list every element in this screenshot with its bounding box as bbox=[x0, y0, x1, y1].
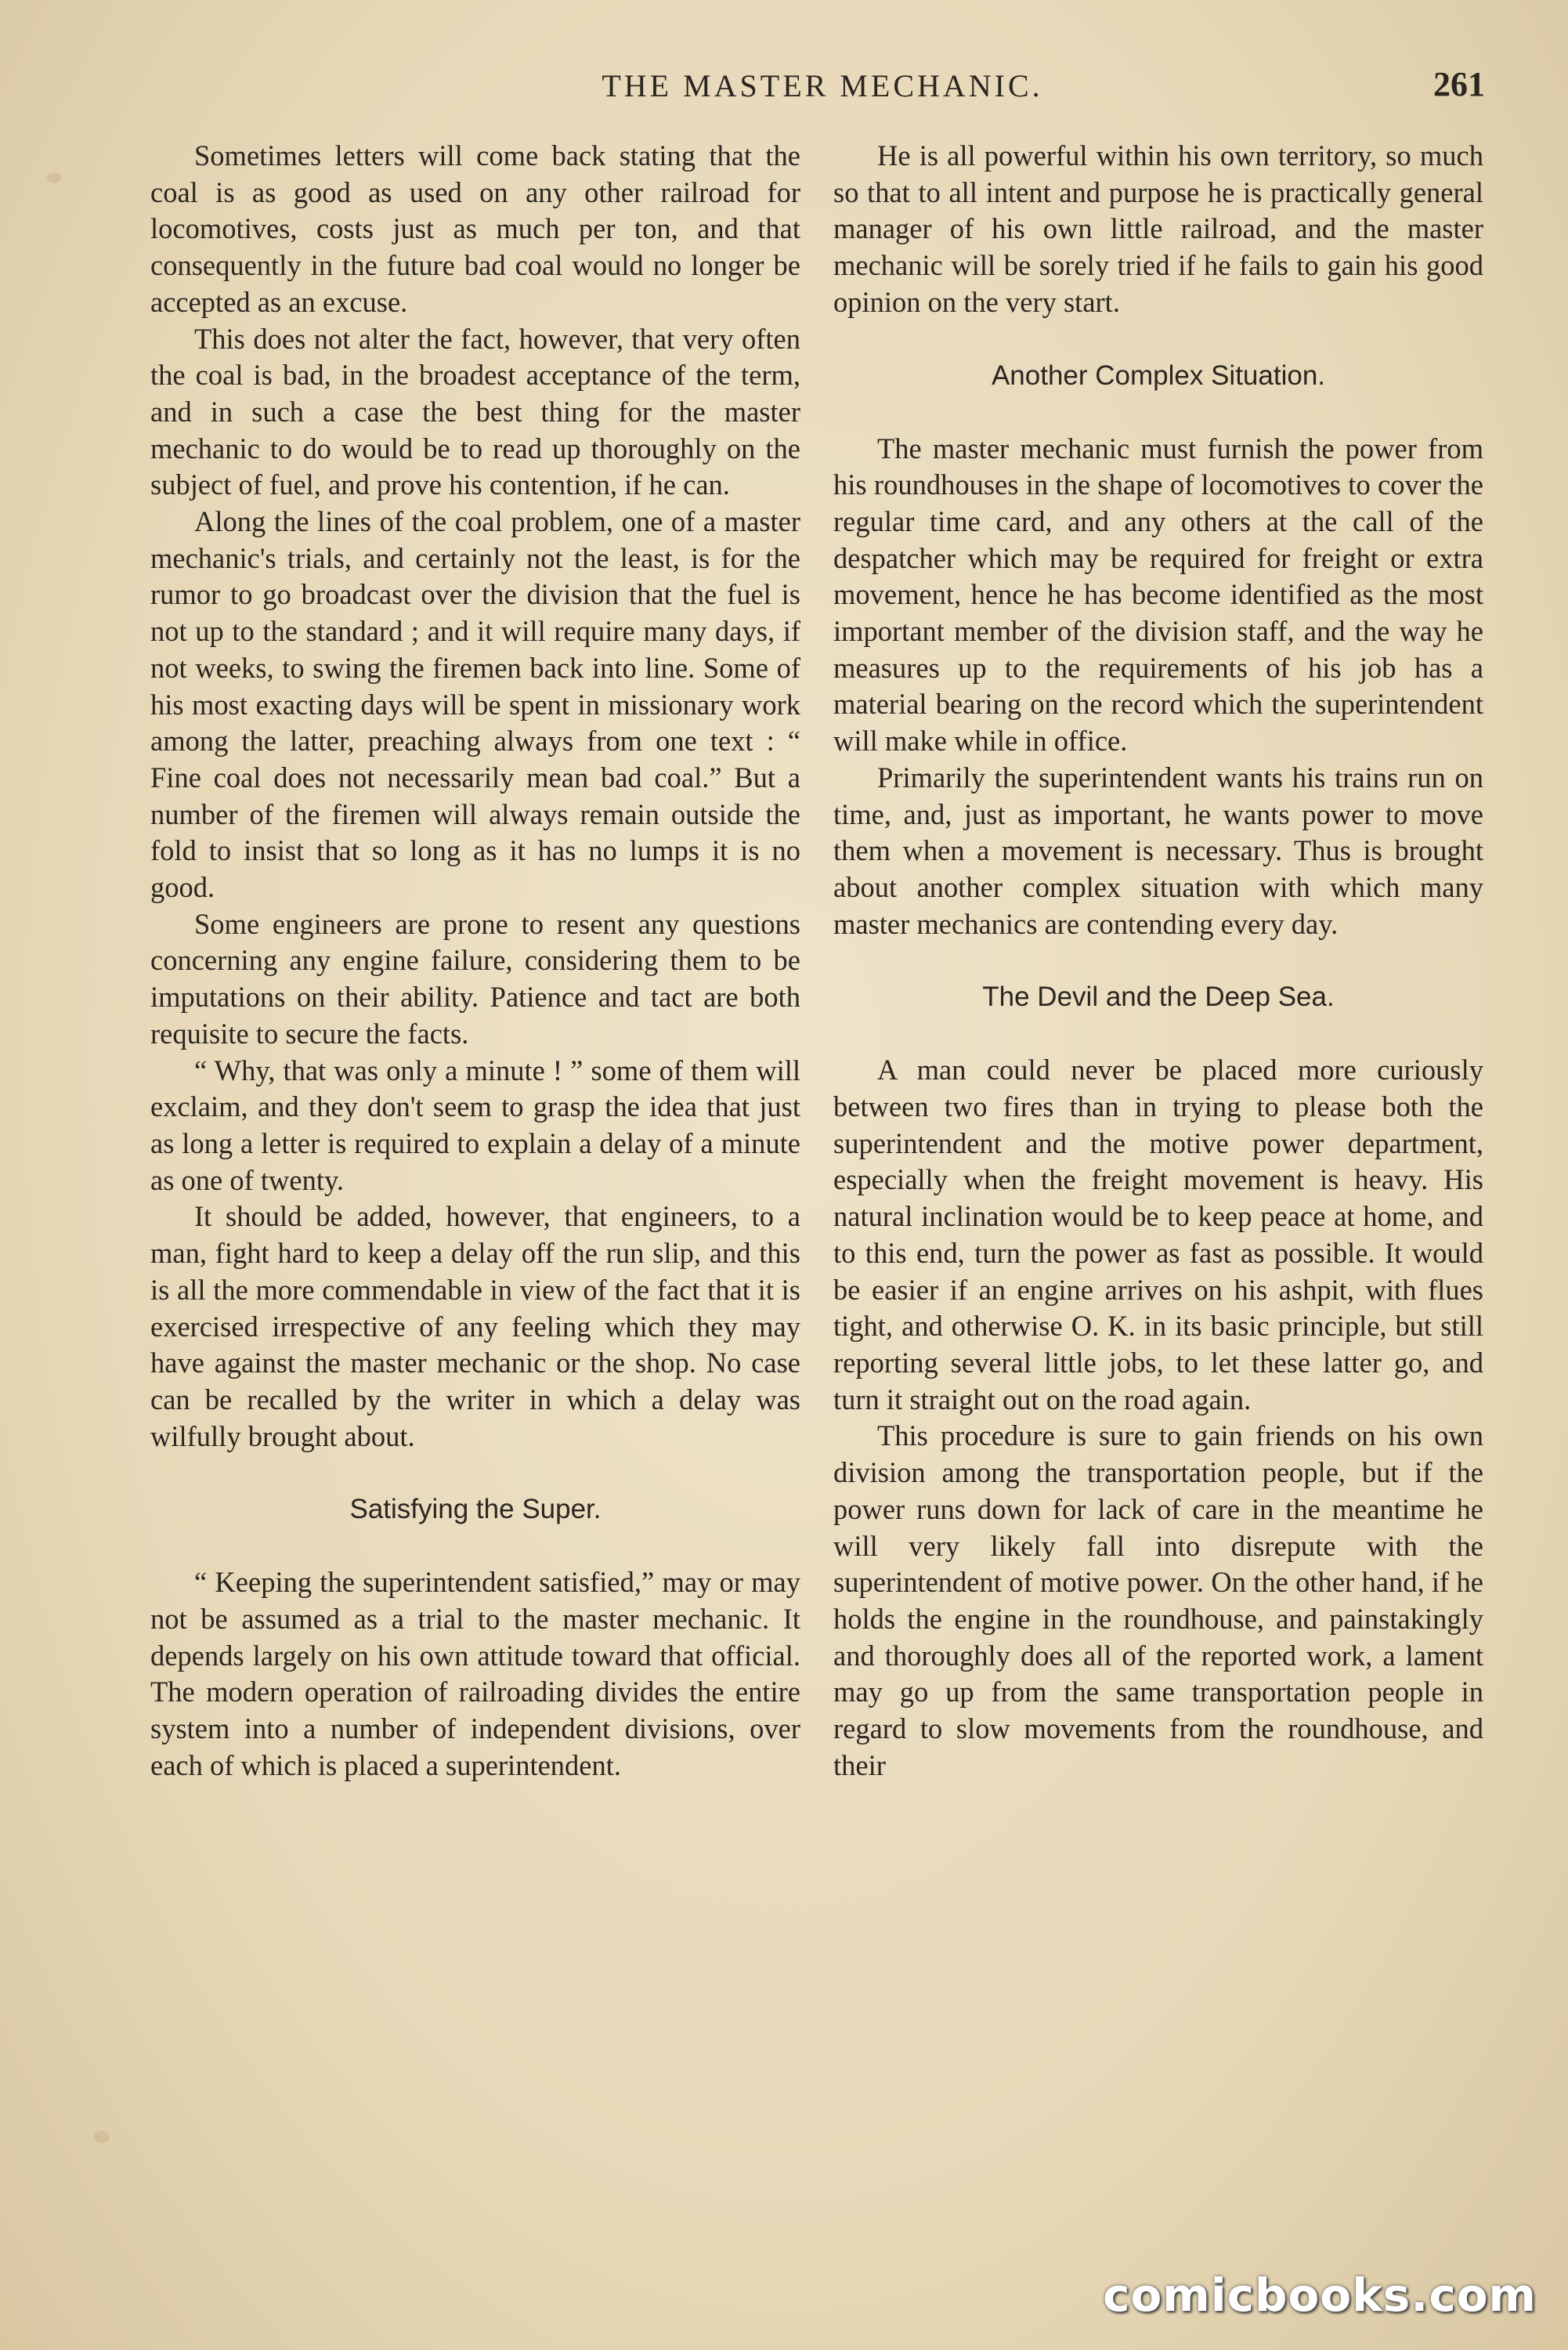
paper-stain bbox=[94, 2131, 110, 2143]
paragraph: The master mechanic must furnish the power from his roundhouses in the shape of locomotives to cover the regular time card, and any others at the call of the despatcher which may be required for freight or extra movement, hence he has become identified as the most important member of the division staff, and the way he measures up to the requirements of his job has a material bearing on the record which the superintendent will make while in office. bbox=[833, 432, 1483, 757]
paragraph: Primarily the superintendent wants his trains run on time, and, just as important, he wants power to move them when a movement is necessary. Thus is brought about another complex situation with which many master mechanics are contending every day. bbox=[833, 761, 1483, 940]
watermark-logo: comicbooks.com bbox=[1103, 2269, 1537, 2322]
paragraph: “ Keeping the superintendent satisfied,” may or may not be assumed as a trial to the master mechanic. It depends largely on his own attitude toward that official. The modern operation of railroading divides the entire system into a number of independent divisions, over each of which is placed a superintendent. bbox=[150, 1566, 800, 1781]
page-number: 261 bbox=[1433, 65, 1485, 103]
left-column bbox=[150, 138, 800, 1784]
paragraph: This procedure is sure to gain friends on his own division among the transportation people, but if the power runs down for lack of care in the meantime he will very likely fall into disrepute with the superintendent of motive power. On the other hand, if he holds the engine in the roundhouse, and painstakingly and thoroughly does all of the reported work, a lament may go up from the same transportation people in regard to slow movements from the roundhouse, and their bbox=[833, 1419, 1483, 1781]
right-column bbox=[833, 138, 1483, 1784]
paper-stain bbox=[47, 172, 61, 183]
section-heading: The Devil and the Deep Sea. bbox=[982, 982, 1335, 1013]
paragraph: He is all powerful within his own territory, so much so that to all intent and purpose he is practically general manager of his own little railroad, and the master mechanic will be sorely tried if he fails to gain his good opinion on the very start. bbox=[833, 139, 1483, 318]
running-header bbox=[149, 64, 1496, 111]
paragraph: “ Why, that was only a minute ! ” some of them will exclaim, and they don't seem to grasp the idea that just as long a letter is required to explain a delay of a minute as one of twenty. bbox=[150, 1054, 800, 1196]
paragraph: A man could never be placed more curiously between two fires than in trying to please both the superintendent and the motive power department, especially when the freight movement is heavy. His natural inclination would be to keep peace at home, and to this end, turn the power as fast as possible. It would be easier if an engine arrives on his ashpit, with flues tight, and otherwise O. K. in its basic principle, but still reporting several little jobs, to let these latter go, and turn it straight out on the road again. bbox=[833, 1054, 1483, 1415]
running-title: THE MASTER MECHANIC. bbox=[602, 68, 1043, 103]
paragraph: Along the lines of the coal problem, one of a master mechanic's trials, and certainly not the least, is for the rumor to go broadcast over the division that the fuel is not up to the standard ; and it will require many days, if not weeks, to swing the firemen back into line. Some of his most exacting days will be spent in missionary work among the latter, preaching always from one text : “ Fine coal does not necessarily mean bad coal.” But a number of the firemen will always remain outside the fold to insist that so long as it has no lumps it is no good. bbox=[150, 505, 800, 904]
section-heading: Satisfying the Super. bbox=[349, 1494, 602, 1525]
paragraph: It should be added, however, that engineers, to a man, fight hard to keep a delay off the run slip, and this is all the more commendable in view of the fact that it is exercised irrespective of any feeling which they may have against the master mechanic or the shop. No case can be recalled by the writer in which a delay was wilfully brought about. bbox=[150, 1200, 800, 1452]
paragraph: This does not alter the fact, however, that very often the coal is bad, in the broadest acceptance of the term, and in such a case the best thing for the master mechanic to do would be to read up thoroughly on the subject of fuel, and prove his contention, if he can. bbox=[150, 322, 800, 501]
paragraph: Sometimes letters will come back stating that the coal is as good as used on any other railroad for locomotives, costs just as much per ton, and that consequently in the future bad coal would no longer be accepted as an excuse. bbox=[150, 139, 800, 318]
paragraph: Some engineers are prone to resent any questions concerning any engine failure, considering them to be imputations on their ability. Patience and tact are both requisite to secure the facts. bbox=[150, 907, 800, 1050]
section-heading: Another Complex Situation. bbox=[991, 360, 1326, 391]
